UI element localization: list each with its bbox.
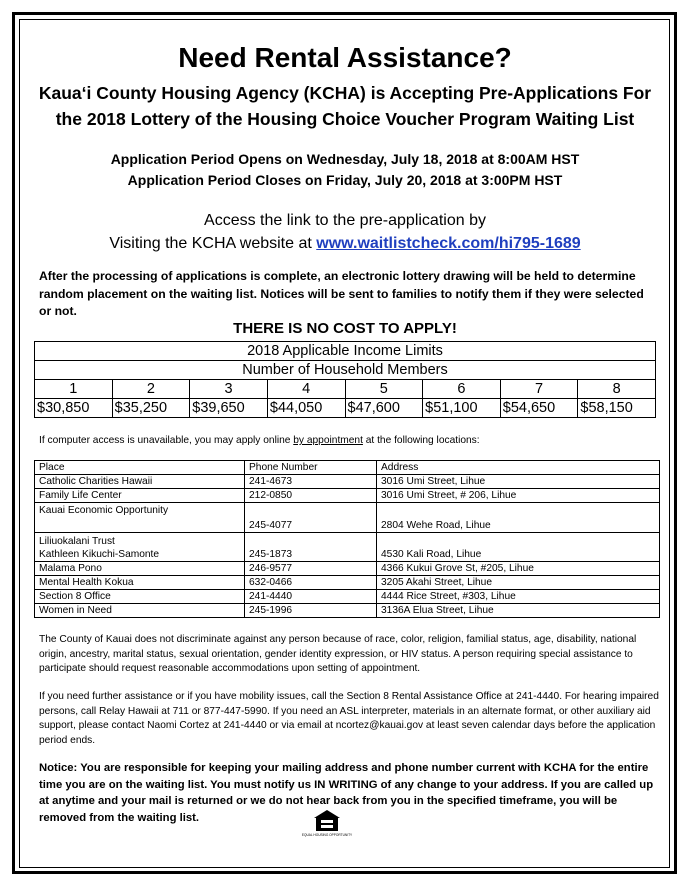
address: 4366 Kukui Grove St, #205, Lihue — [377, 562, 660, 576]
address: 3016 Umi Street, Lihue — [377, 475, 660, 489]
income-limit: $39,650 — [190, 399, 268, 418]
place-name: Section 8 Office — [35, 590, 245, 604]
equal-housing-icon — [301, 808, 353, 838]
household-size: 4 — [267, 380, 345, 399]
address: 4530 Kali Road, Lihue — [377, 533, 660, 562]
income-limit: $58,150 — [578, 399, 656, 418]
income-limit: $54,650 — [500, 399, 578, 418]
page-title: Need Rental Assistance? — [178, 42, 512, 73]
table-row — [35, 475, 660, 489]
page-title-wrap — [20, 42, 670, 74]
appointment-prefix: If computer access is unavailable, you may apply online — [39, 435, 294, 446]
phone-number: 246-9577 — [245, 562, 377, 576]
place-name: Kauai Economic Opportunity — [35, 503, 245, 533]
access-line-1: Access the link to the pre-application by — [204, 212, 486, 229]
appointment-note — [39, 434, 659, 449]
application-period — [20, 149, 670, 191]
notice-paragraph: Notice: You are responsible for keeping your mailing address and phone number current with KCHA for the entire time you are on the waiting list. You must notify us IN WRITING of any change to your address. If you are called up at anytime and your mail is returned or we do not hear back from you in the specified timeframe, you will be removed from the waiting list. — [39, 762, 654, 824]
household-size: 1 — [35, 380, 113, 399]
place-name — [35, 533, 245, 562]
address: 3205 Akahi Street, Lihue — [377, 576, 660, 590]
phone-number: 245-4077 — [245, 503, 377, 533]
table-row — [35, 604, 660, 618]
place-name: Mental Health Kokua — [35, 576, 245, 590]
table-row — [35, 533, 660, 562]
subtitle-line-2: the 2018 Lottery of the Housing Choice Voucher Program Waiting List — [55, 109, 635, 129]
phone-number: 245-1996 — [245, 604, 377, 618]
phone-number: 245-1873 — [245, 533, 377, 562]
subtitle-line-1: Kaua‘i County Housing Agency (KCHA) is Accepting Pre-Applications For — [38, 83, 652, 103]
household-size: 2 — [112, 380, 190, 399]
access-info — [20, 209, 670, 255]
header-address: Address — [377, 461, 660, 475]
place-name-line-2: Kathleen Kikuchi-Samonte — [39, 549, 160, 560]
phone-number: 241-4440 — [245, 590, 377, 604]
income-limit: $30,850 — [35, 399, 113, 418]
table-row — [35, 576, 660, 590]
access-prefix: Visiting the KCHA website at — [109, 235, 317, 252]
table-row — [35, 503, 660, 533]
household-size: 3 — [190, 380, 268, 399]
address: 2804 Wehe Road, Lihue — [377, 503, 660, 533]
table-row — [35, 489, 660, 503]
phone-number: 241-4673 — [245, 475, 377, 489]
place-name: Family Life Center — [35, 489, 245, 503]
appointment-link: by appointment — [293, 435, 363, 446]
header-phone: Phone Number — [245, 461, 377, 475]
place-name: Malama Pono — [35, 562, 245, 576]
address: 3016 Umi Street, # 206, Lihue — [377, 489, 660, 503]
website-link[interactable]: www.waitlistcheck.com/hi795-1689 — [316, 235, 581, 252]
income-table-title: 2018 Applicable Income Limits — [35, 342, 656, 361]
income-limits-table — [34, 341, 656, 418]
address: 3136A Elua Street, Lihue — [377, 604, 660, 618]
household-size: 8 — [578, 380, 656, 399]
phone-number: 212-0850 — [245, 489, 377, 503]
lottery-paragraph: After the processing of applications is complete, an electronic lottery drawing will be held to determine random placement on the waiting list. Notices will be sent to families to notify them if they were selected or not. — [39, 269, 644, 318]
place-name: Women in Need — [35, 604, 245, 618]
income-table-subtitle: Number of Household Members — [35, 361, 656, 380]
no-cost-heading: THERE IS NO COST TO APPLY! — [233, 320, 457, 337]
household-size: 5 — [345, 380, 423, 399]
household-size: 7 — [500, 380, 578, 399]
phone-number: 632-0466 — [245, 576, 377, 590]
assistance-paragraph: If you need further assistance or if you have mobility issues, call the Section 8 Rental Assistance Office at 241-4440. For hearing impaired persons, call Relay Hawaii at 711 or 877-447-5990. If you need an ASL interpreter, materials in an alternate format, or other auxiliary aid support, please contact Naomi Cortez at 241-4440 or via email at ncortez@kauai.gov at least seven calendar days before the application period ends. — [39, 691, 659, 746]
address: 4444 Rice Street, #303, Lihue — [377, 590, 660, 604]
equal-housing-text: EQUAL HOUSING OPPORTUNITY — [301, 833, 353, 837]
income-limit: $35,250 — [112, 399, 190, 418]
locations-table — [34, 460, 660, 618]
subtitle — [20, 80, 670, 132]
table-header-row — [35, 461, 660, 475]
place-name-line-1: Liliuokalani Trust — [39, 536, 115, 547]
table-row — [35, 590, 660, 604]
nondiscrimination-paragraph: The County of Kauai does not discriminate against any person because of race, color, religion, familial status, age, disability, national origin, ancestry, marital status, sexual orientation, gender identity expression, or HIV status. A person requiring special assistance to participate should request reasonable accommodations upon setting of appointment. — [39, 634, 637, 674]
period-close: Application Period Closes on Friday, July 20, 2018 at 3:00PM HST — [127, 172, 563, 188]
appointment-suffix: at the following locations: — [362, 435, 480, 446]
income-limit: $44,050 — [267, 399, 345, 418]
access-line-2 — [20, 232, 670, 255]
household-size: 6 — [423, 380, 501, 399]
header-place: Place — [35, 461, 245, 475]
place-name: Catholic Charities Hawaii — [35, 475, 245, 489]
period-open: Application Period Opens on Wednesday, July 18, 2018 at 8:00AM HST — [110, 151, 580, 167]
income-limit: $47,600 — [345, 399, 423, 418]
income-limit: $51,100 — [423, 399, 501, 418]
table-row — [35, 562, 660, 576]
